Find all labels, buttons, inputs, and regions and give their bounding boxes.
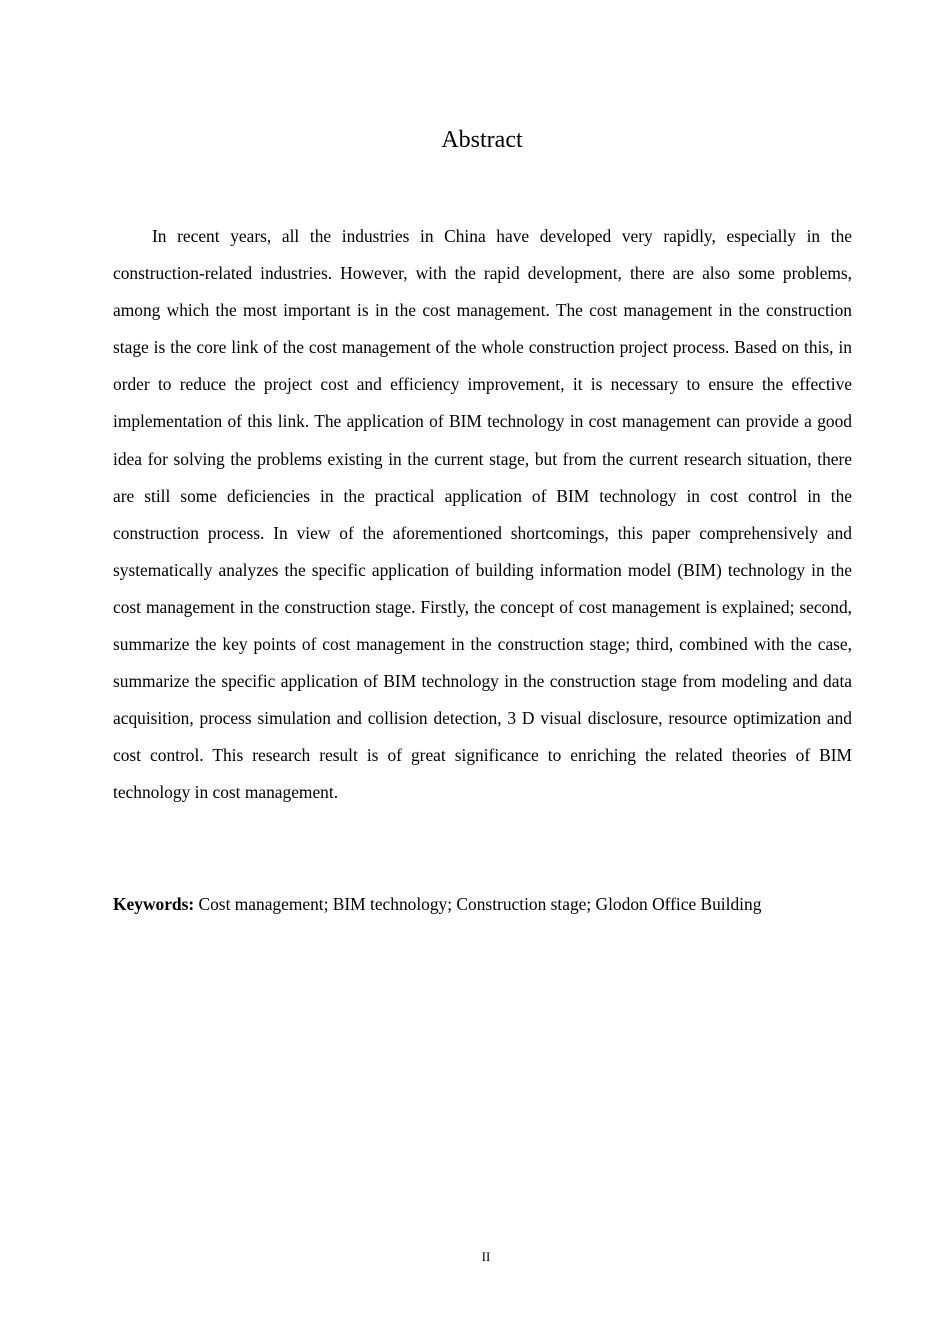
keywords-line	[113, 890, 873, 918]
page-number: II	[481, 1249, 491, 1264]
keywords-text: Cost management; BIM technology; Construction stage; Glodon Office Building	[198, 894, 762, 914]
abstract-title: Abstract	[441, 127, 523, 153]
keywords-label: Keywords:	[113, 894, 195, 914]
abstract-body: In recent years, all the industries in China have developed very rapidly, especially in the construction-related industries. However, with the rapid development, there are also some problems, among which the most important is in the cost management. The cost management in the construction stage is the core link of the cost management of the whole construction project process. Based on this, in order to reduce the project cost and efficiency improvement, it is necessary to ensure the effective implementation of this link. The application of BIM technology in cost management can provide a good idea for solving the problems existing in the current stage, but from the current research situation, there are still some deficiencies in the practical application of BIM technology in cost control in the construction process. In view of the aforementioned shortcomings, this paper comprehensively and systematically analyzes the specific application of building information model (BIM) technology in the cost management in the construction stage. Firstly, the concept of cost management is explained; second, summarize the key points of cost management in the construction stage; third, combined with the case, summarize the specific application of BIM technology in the construction stage from modeling and data acquisition, process simulation and collision detection, 3 D visual disclosure, resource optimization and cost control. This research result is of great significance to enriching the related theories of BIM technology in cost management.	[113, 226, 852, 803]
